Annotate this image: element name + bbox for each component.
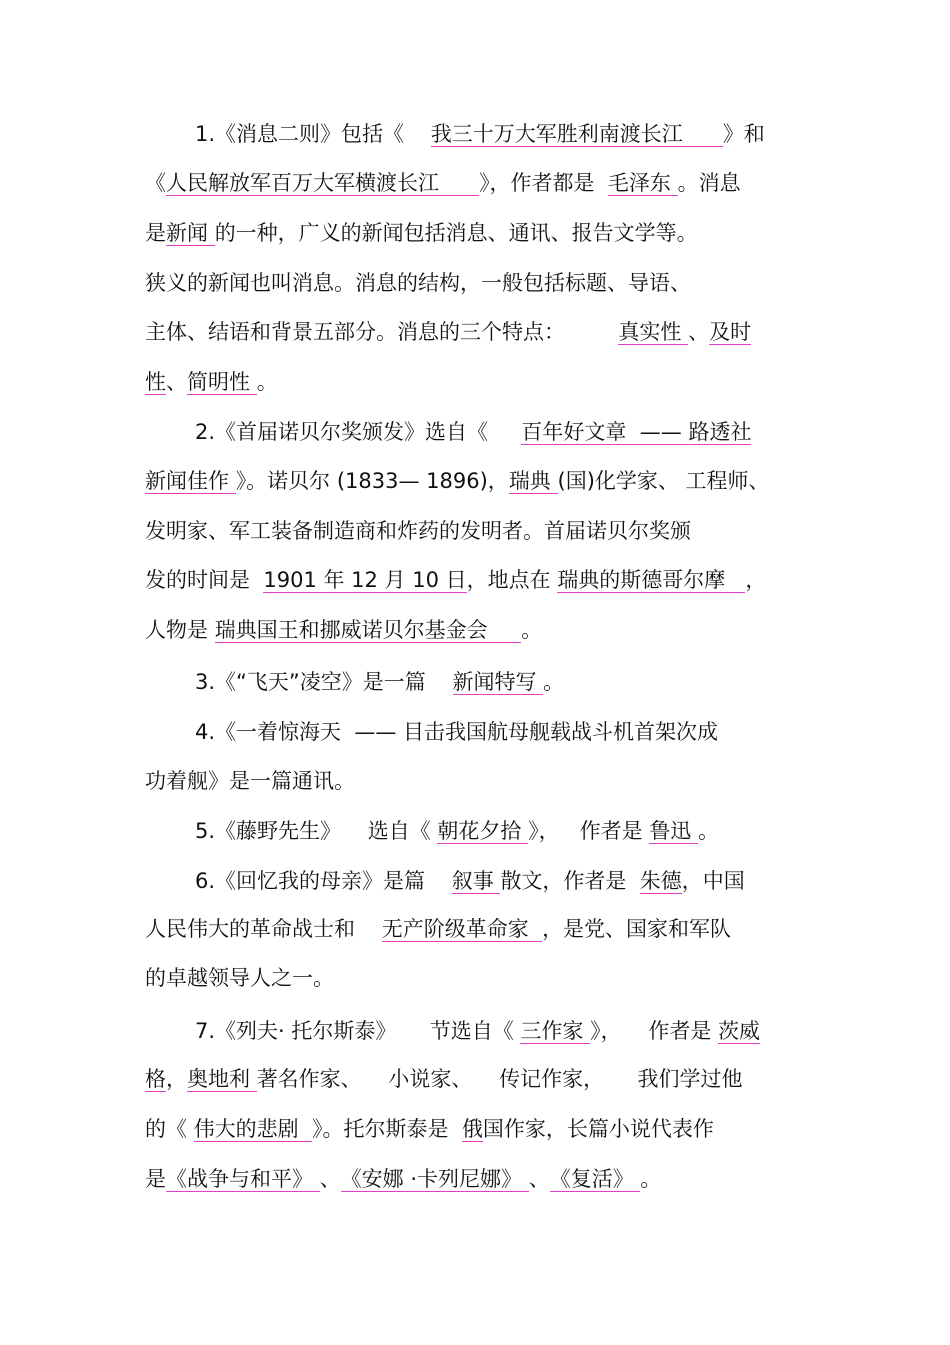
answer-blank: 三作家 xyxy=(520,1019,591,1043)
text-segment: 、 xyxy=(528,1167,550,1191)
text-line xyxy=(195,120,765,148)
text-segment: ，中国 xyxy=(681,869,745,893)
text-line xyxy=(145,964,334,992)
text-segment: 2.《首届诺贝尔奖颁发》选自《 xyxy=(195,420,522,444)
text-segment: 的《 xyxy=(145,1117,194,1141)
answer-blank: 叙事 xyxy=(451,869,501,893)
text-segment: ， xyxy=(166,1067,187,1091)
text-line xyxy=(145,219,698,247)
answer-blank: 鲁迅 xyxy=(649,819,698,843)
text-line xyxy=(145,269,691,297)
text-segment: 。 xyxy=(640,1167,662,1191)
answer-blank: 新闻佳作 xyxy=(145,469,236,493)
text-line xyxy=(145,1115,714,1143)
text-line xyxy=(145,368,278,396)
text-segment: 的卓越领导人之一。 xyxy=(145,966,334,990)
text-segment: 。 xyxy=(698,819,719,843)
text-segment: 国作家，长篇小说代表作 xyxy=(482,1117,714,1141)
text-segment: 》， 作者是 xyxy=(528,819,650,843)
answer-blank: 新闻特写 xyxy=(452,670,544,694)
answer-blank: 伟大的悲剧 xyxy=(193,1117,313,1141)
text-segment: 狭义的新闻也叫消息。消息的结构，一般包括标题、导语、 xyxy=(145,271,691,295)
text-segment: ，地点在 xyxy=(466,568,558,592)
text-line xyxy=(195,867,745,895)
text-segment: 》， 作者是 xyxy=(590,1019,719,1043)
text-segment: 、 xyxy=(166,370,187,394)
text-segment: 。消息 xyxy=(677,171,741,195)
text-segment: 5.《藤野先生》 选自《 xyxy=(195,819,438,843)
text-line xyxy=(145,467,770,495)
text-segment: 3.《“飞天”凌空》是一篇 xyxy=(195,670,453,694)
text-segment: 人物是 xyxy=(145,618,215,642)
text-segment: ， xyxy=(745,568,767,592)
answer-blank: 新闻 xyxy=(166,221,215,245)
text-segment: 。 xyxy=(521,618,543,642)
text-segment: 。 xyxy=(543,670,565,694)
answer-blank: 1901 年 12 月 10 日 xyxy=(263,568,467,592)
text-line xyxy=(145,1165,661,1193)
answer-blank: 格 xyxy=(145,1067,166,1091)
text-segment: 》，作者都是 xyxy=(479,171,608,195)
answer-blank: 瑞典国王和挪威诺贝尔基金会 xyxy=(214,618,522,642)
text-line xyxy=(145,169,741,197)
text-line xyxy=(145,1065,742,1093)
answer-blank: 《战争与和平》 xyxy=(166,1167,320,1191)
text-segment: 》和 xyxy=(722,122,765,146)
text-segment: 主体、结语和背景五部分。消息的三个特点： xyxy=(145,320,619,344)
answer-blank: 朱德 xyxy=(639,869,682,893)
answer-blank: 性 xyxy=(145,370,166,394)
text-segment: 、 xyxy=(688,320,710,344)
text-line xyxy=(145,767,355,795)
text-segment: 功着舰》是一篇通讯。 xyxy=(145,769,355,793)
answer-blank: 人民解放军百万大军横渡长江 xyxy=(166,171,480,195)
answer-blank: 《复活》 xyxy=(549,1167,641,1191)
answer-blank: 我三十万大军胜利南渡长江 xyxy=(430,122,723,146)
answer-blank: 朝花夕拾 xyxy=(437,819,529,843)
text-segment: 散文，作者是 xyxy=(500,869,640,893)
text-segment: 《 xyxy=(145,171,166,195)
answer-blank: 茨威 xyxy=(718,1019,761,1043)
text-segment: 是 xyxy=(145,221,166,245)
text-segment: 。 xyxy=(256,370,278,394)
answer-blank: 《安娜 ·卡列尼娜》 xyxy=(340,1167,529,1191)
text-segment: 人民伟大的革命战士和 xyxy=(145,917,382,941)
text-line xyxy=(195,817,719,845)
text-segment: 、 xyxy=(319,1167,341,1191)
answer-blank: 毛泽东 xyxy=(607,171,678,195)
text-line xyxy=(145,915,731,943)
answer-blank: 瑞典 xyxy=(508,469,558,493)
answer-blank: 及时 xyxy=(709,320,752,344)
text-line xyxy=(195,1017,760,1045)
text-line xyxy=(145,566,766,594)
text-line xyxy=(195,718,718,746)
text-segment: 6.《回忆我的母亲》是篇 xyxy=(195,869,452,893)
answer-blank: 真实性 xyxy=(618,320,689,344)
text-segment: 发明家、军工装备制造商和炸药的发明者。首届诺贝尔奖颁 xyxy=(145,519,691,543)
text-line xyxy=(145,616,542,644)
text-segment: 是 xyxy=(145,1167,166,1191)
text-segment: 4.《一着惊海天 —— 目击我国航母舰载战斗机首架次成 xyxy=(195,720,719,744)
text-line xyxy=(195,418,751,446)
text-segment: (国)化学家、 工程师、 xyxy=(557,469,770,493)
text-line xyxy=(145,517,691,545)
text-segment: 》。托尔斯泰是 xyxy=(312,1117,462,1141)
answer-blank: 百年好文章 —— 路透社 xyxy=(521,420,752,444)
text-segment: 》。诺贝尔 (1833— 1896)， xyxy=(235,469,509,493)
answer-blank: 奥地利 xyxy=(187,1067,257,1091)
text-segment: ，是党、国家和军队 xyxy=(542,917,732,941)
answer-blank: 俄 xyxy=(461,1117,483,1141)
text-line xyxy=(145,318,751,346)
answer-blank: 简明性 xyxy=(187,370,257,394)
text-segment: 著名作家、 小说家、 传记作家， 我们学过他 xyxy=(256,1067,743,1091)
text-line xyxy=(195,668,564,696)
text-segment: 发的时间是 xyxy=(145,568,264,592)
text-segment: 的一种，广义的新闻包括消息、通讯、报告文学等。 xyxy=(214,221,698,245)
answer-blank: 瑞典的斯德哥尔摩 xyxy=(557,568,746,592)
answer-blank: 无产阶级革命家 xyxy=(381,917,543,941)
text-segment: 7.《列夫· 托尔斯泰》 节选自《 xyxy=(195,1019,521,1043)
text-segment: 1.《消息二则》包括《 xyxy=(195,122,431,146)
